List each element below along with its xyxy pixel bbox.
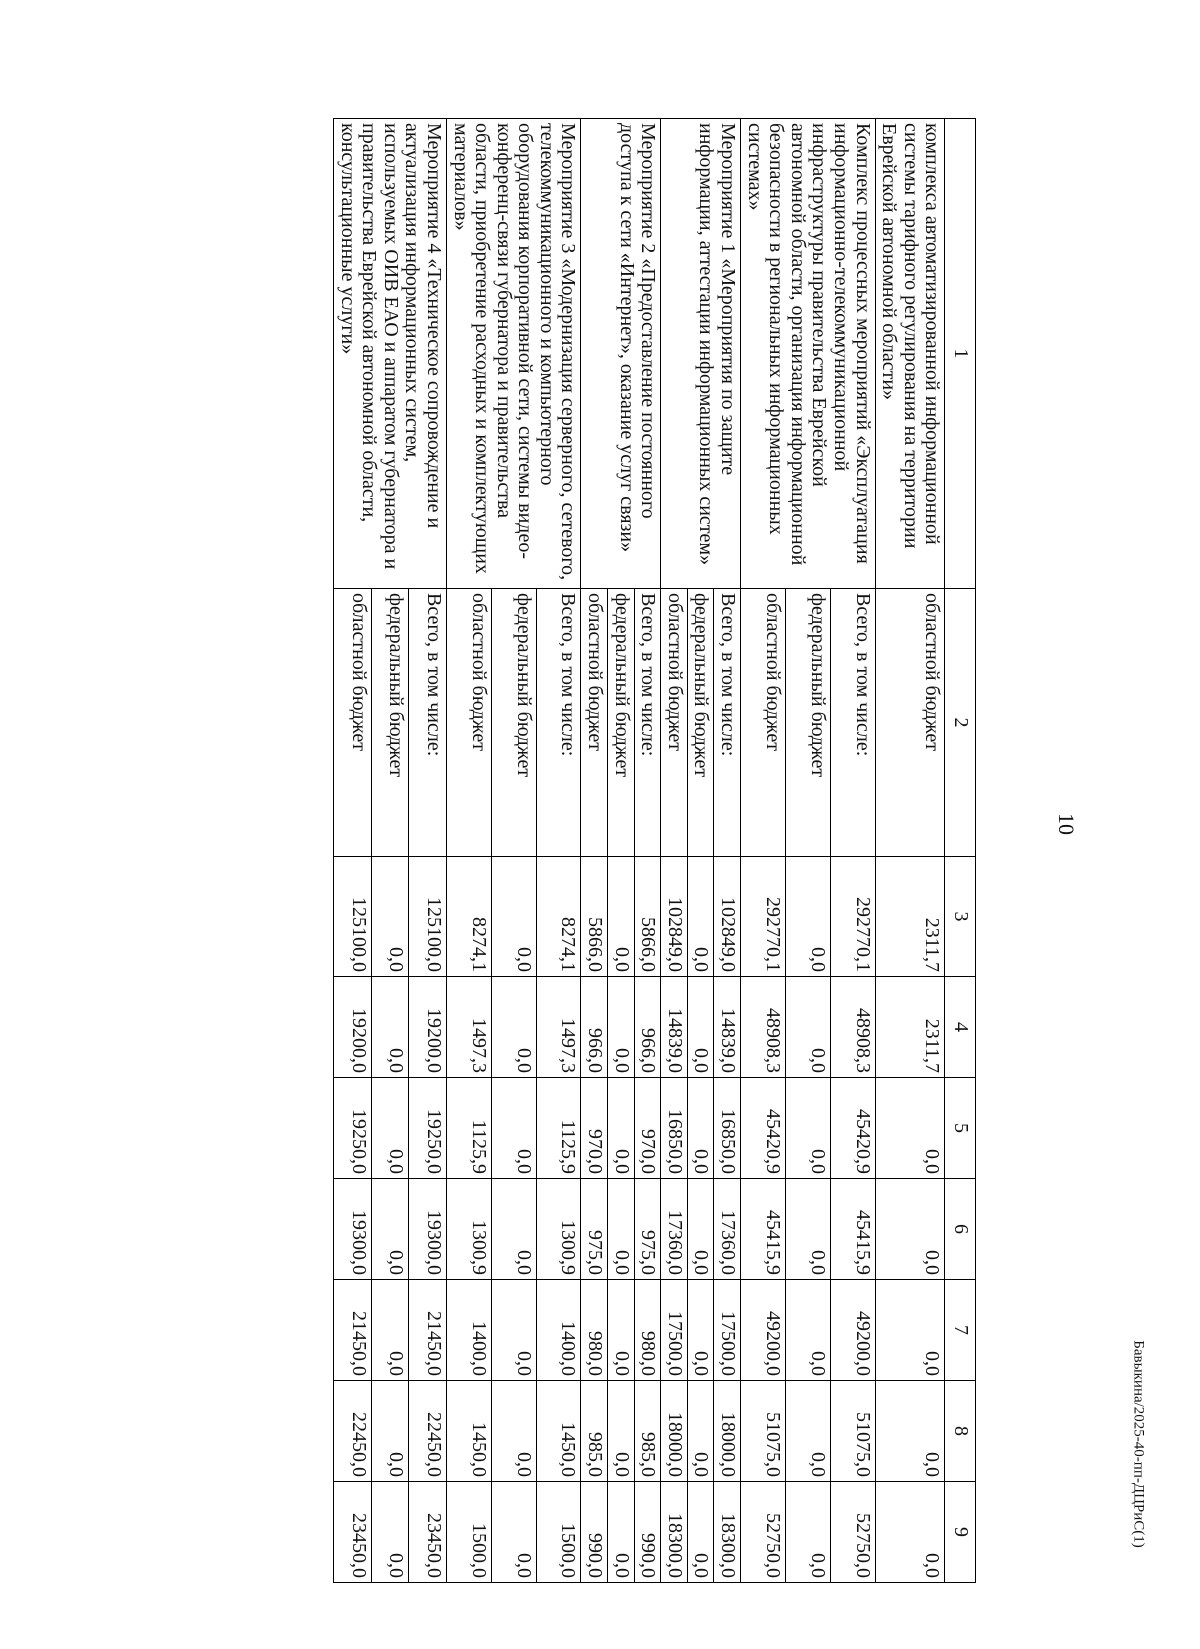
amount-cell: 0,0 (687, 1078, 714, 1179)
amount-cell: 17500,0 (714, 1280, 741, 1381)
amount-cell: 0,0 (785, 977, 830, 1078)
amount-cell: 18000,0 (714, 1381, 741, 1482)
amount-cell: 102849,0 (714, 857, 741, 977)
amount-cell: 980,0 (581, 1280, 608, 1381)
amount-cell: 0,0 (371, 1179, 409, 1280)
amount-cell: 5866,0 (634, 857, 661, 977)
column-header: 2 (945, 589, 976, 857)
table-row (634, 119, 661, 1583)
amount-cell: 49200,0 (830, 1280, 875, 1381)
amount-cell: 292770,1 (741, 857, 786, 977)
amount-cell: 16850,0 (661, 1078, 688, 1179)
funding-source-cell: федеральный бюджет (608, 589, 635, 857)
column-header: 6 (945, 1179, 976, 1280)
amount-cell: 19250,0 (409, 1078, 447, 1179)
amount-cell: 17500,0 (661, 1280, 688, 1381)
amount-cell: 0,0 (491, 1381, 536, 1482)
amount-cell: 0,0 (785, 1078, 830, 1179)
amount-cell: 0,0 (875, 1381, 945, 1482)
table-body (333, 119, 944, 1583)
table-row (714, 119, 741, 1583)
amount-cell: 0,0 (875, 1482, 945, 1583)
amount-cell: 990,0 (581, 1482, 608, 1583)
amount-cell: 52750,0 (830, 1482, 875, 1583)
amount-cell: 970,0 (581, 1078, 608, 1179)
amount-cell: 1125,9 (536, 1078, 581, 1179)
rotated-table-wrapper (116, 118, 976, 1582)
amount-cell: 0,0 (608, 1482, 635, 1583)
funding-source-cell: Всего, в том числе: (830, 589, 875, 857)
amount-cell: 48908,3 (830, 977, 875, 1078)
amount-cell: 0,0 (687, 977, 714, 1078)
amount-cell: 17360,0 (714, 1179, 741, 1280)
amount-cell: 0,0 (608, 1078, 635, 1179)
amount-cell: 0,0 (491, 977, 536, 1078)
amount-cell: 0,0 (608, 1179, 635, 1280)
amount-cell: 45420,9 (830, 1078, 875, 1179)
amount-cell: 2311,7 (875, 857, 945, 977)
amount-cell: 45415,9 (741, 1179, 786, 1280)
amount-cell: 2311,7 (875, 977, 945, 1078)
amount-cell: 0,0 (687, 1381, 714, 1482)
amount-cell: 22450,0 (333, 1381, 371, 1482)
amount-cell: 990,0 (634, 1482, 661, 1583)
amount-cell: 45415,9 (830, 1179, 875, 1280)
column-header: 3 (945, 857, 976, 977)
amount-cell: 0,0 (785, 1280, 830, 1381)
amount-cell: 23450,0 (409, 1482, 447, 1583)
amount-cell: 19200,0 (333, 977, 371, 1078)
funding-source-cell: областной бюджет (333, 589, 371, 857)
activity-title-cell: Комплекс процессных мероприятий «Эксплуатация информационно-телекоммуникационной инфраструктуры правительства Еврейской автономной области, организация информационной безопасности в региональных информационных системах» (741, 119, 876, 589)
amount-cell: 0,0 (608, 1381, 635, 1482)
activity-title-cell: Мероприятие 2 «Предоставление постоянного доступа к сети «Интернет», оказание услуг связи» (581, 119, 661, 589)
amount-cell: 0,0 (687, 1482, 714, 1583)
table-row (830, 119, 875, 1583)
amount-cell: 0,0 (491, 1482, 536, 1583)
amount-cell: 22450,0 (409, 1381, 447, 1482)
activity-title-cell: комплекса автоматизированной информационной системы тарифного регулирования на территории Еврейской автономной области» (875, 119, 945, 589)
funding-source-cell: областной бюджет (741, 589, 786, 857)
amount-cell: 19200,0 (409, 977, 447, 1078)
funding-source-cell: областной бюджет (446, 589, 491, 857)
amount-cell: 0,0 (491, 1280, 536, 1381)
amount-cell: 0,0 (687, 857, 714, 977)
amount-cell: 975,0 (634, 1179, 661, 1280)
amount-cell: 0,0 (875, 1280, 945, 1381)
column-header: 7 (945, 1280, 976, 1381)
amount-cell: 18300,0 (714, 1482, 741, 1583)
amount-cell: 14839,0 (714, 977, 741, 1078)
amount-cell: 0,0 (875, 1179, 945, 1280)
amount-cell: 1497,3 (446, 977, 491, 1078)
amount-cell: 51075,0 (830, 1381, 875, 1482)
amount-cell: 1125,9 (446, 1078, 491, 1179)
funding-source-cell: федеральный бюджет (785, 589, 830, 857)
amount-cell: 0,0 (608, 1280, 635, 1381)
funding-source-cell: областной бюджет (661, 589, 688, 857)
funding-source-cell: Всего, в том числе: (409, 589, 447, 857)
amount-cell: 125100,0 (409, 857, 447, 977)
amount-cell: 0,0 (687, 1179, 714, 1280)
column-header: 8 (945, 1381, 976, 1482)
amount-cell: 14839,0 (661, 977, 688, 1078)
amount-cell: 0,0 (687, 1280, 714, 1381)
amount-cell: 0,0 (785, 1381, 830, 1482)
amount-cell: 980,0 (634, 1280, 661, 1381)
amount-cell: 0,0 (608, 857, 635, 977)
amount-cell: 0,0 (875, 1078, 945, 1179)
amount-cell: 48908,3 (741, 977, 786, 1078)
amount-cell: 0,0 (371, 1482, 409, 1583)
amount-cell: 18300,0 (661, 1482, 688, 1583)
funding-source-cell: областной бюджет (581, 589, 608, 857)
amount-cell: 0,0 (371, 1078, 409, 1179)
amount-cell: 1500,0 (446, 1482, 491, 1583)
amount-cell: 1400,0 (446, 1280, 491, 1381)
funding-source-cell: Всего, в том числе: (714, 589, 741, 857)
amount-cell: 8274,1 (446, 857, 491, 977)
amount-cell: 1300,9 (536, 1179, 581, 1280)
funding-source-cell: Всего, в том числе: (634, 589, 661, 857)
amount-cell: 966,0 (634, 977, 661, 1078)
amount-cell: 1500,0 (536, 1482, 581, 1583)
amount-cell: 52750,0 (741, 1482, 786, 1583)
amount-cell: 966,0 (581, 977, 608, 1078)
table-row (875, 119, 945, 1583)
amount-cell: 17360,0 (661, 1179, 688, 1280)
amount-cell: 19300,0 (409, 1179, 447, 1280)
amount-cell: 0,0 (785, 857, 830, 977)
funding-source-cell: федеральный бюджет (687, 589, 714, 857)
amount-cell: 49200,0 (741, 1280, 786, 1381)
funding-source-cell: областной бюджет (875, 589, 945, 857)
amount-cell: 985,0 (581, 1381, 608, 1482)
amount-cell: 975,0 (581, 1179, 608, 1280)
amount-cell: 0,0 (371, 1381, 409, 1482)
page-number: 10 (1054, 813, 1079, 835)
amount-cell: 102849,0 (661, 857, 688, 977)
amount-cell: 5866,0 (581, 857, 608, 977)
column-header: 4 (945, 977, 976, 1078)
column-header: 9 (945, 1482, 976, 1583)
amount-cell: 18000,0 (661, 1381, 688, 1482)
table-row (409, 119, 447, 1583)
activity-title-cell: Мероприятие 1 «Мероприятия по защите информации, аттестации информационных систем» (661, 119, 741, 589)
amount-cell: 0,0 (371, 977, 409, 1078)
amount-cell: 125100,0 (333, 857, 371, 977)
amount-cell: 0,0 (785, 1179, 830, 1280)
amount-cell: 1300,9 (446, 1179, 491, 1280)
amount-cell: 51075,0 (741, 1381, 786, 1482)
table-row (536, 119, 581, 1583)
activity-title-cell: Мероприятие 3 «Модернизация серверного, сетевого, телекоммуникационного и компьютерного оборудования корпоративной сети, системы видео-конференц-связи губернатора и правительства области, приобретение расходных и комплектующих материалов» (446, 119, 581, 589)
budget-table (333, 118, 976, 1583)
column-header: 1 (945, 119, 976, 589)
amount-cell: 0,0 (491, 1179, 536, 1280)
amount-cell: 1497,3 (536, 977, 581, 1078)
amount-cell: 19250,0 (333, 1078, 371, 1179)
amount-cell: 16850,0 (714, 1078, 741, 1179)
amount-cell: 985,0 (634, 1381, 661, 1482)
amount-cell: 45420,9 (741, 1078, 786, 1179)
amount-cell: 8274,1 (536, 857, 581, 977)
column-header: 5 (945, 1078, 976, 1179)
amount-cell: 1450,0 (536, 1381, 581, 1482)
amount-cell: 970,0 (634, 1078, 661, 1179)
amount-cell: 0,0 (491, 1078, 536, 1179)
amount-cell: 19300,0 (333, 1179, 371, 1280)
funding-source-cell: Всего, в том числе: (536, 589, 581, 857)
amount-cell: 21450,0 (409, 1280, 447, 1381)
amount-cell: 0,0 (371, 857, 409, 977)
document-code: Бавыкина/2025-40-пп-ДЦРиС(1) (1130, 1340, 1147, 1548)
amount-cell: 1450,0 (446, 1381, 491, 1482)
amount-cell: 292770,1 (830, 857, 875, 977)
amount-cell: 0,0 (785, 1482, 830, 1583)
amount-cell: 21450,0 (333, 1280, 371, 1381)
table-header-row (945, 119, 976, 1583)
amount-cell: 1400,0 (536, 1280, 581, 1381)
amount-cell: 23450,0 (333, 1482, 371, 1583)
funding-source-cell: федеральный бюджет (371, 589, 409, 857)
amount-cell: 0,0 (491, 857, 536, 977)
funding-source-cell: федеральный бюджет (491, 589, 536, 857)
amount-cell: 0,0 (371, 1280, 409, 1381)
amount-cell: 0,0 (608, 977, 635, 1078)
activity-title-cell: Мероприятие 4 «Техническое сопровождение и актуализация информационных систем, используемых ОИВ ЕАО и аппаратом губернатора и правительства Еврейской автономной области, консультационные услуги» (333, 119, 446, 589)
